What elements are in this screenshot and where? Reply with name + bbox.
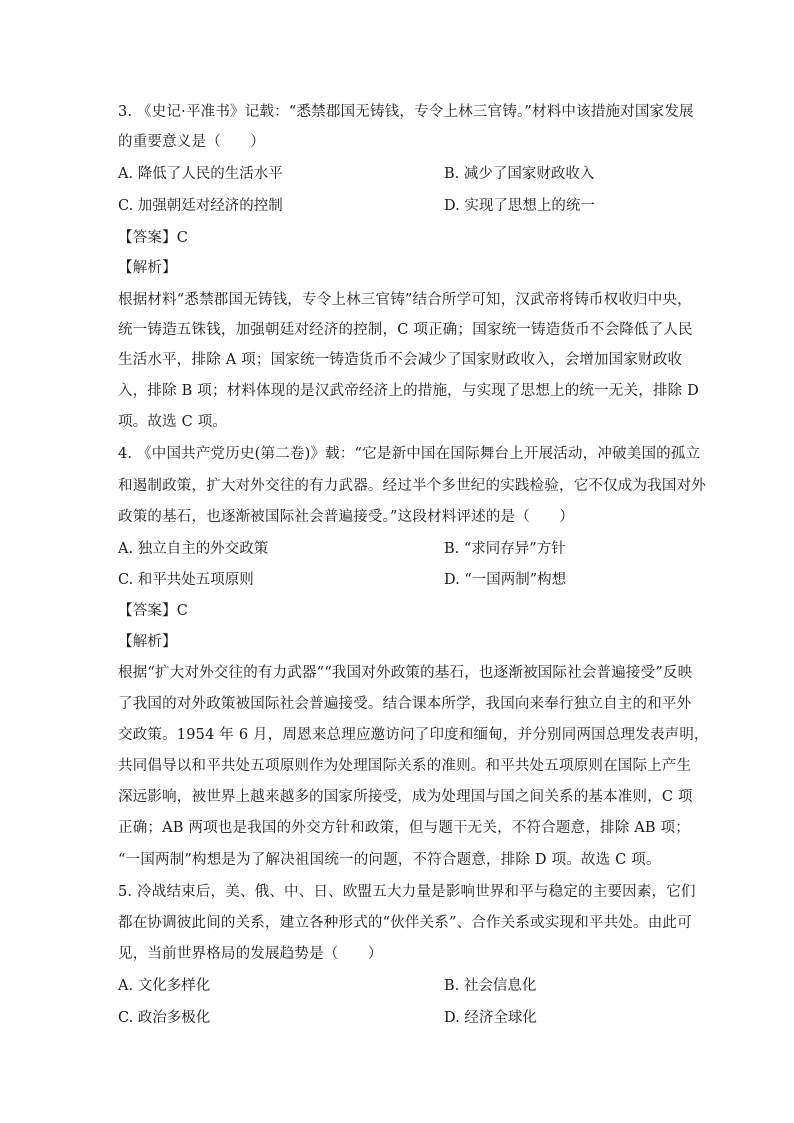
q3-analysis-label: 【解析】 [118,260,177,276]
q5-option-c: C. 政治多极化 [118,1010,211,1026]
q5-option-a: A. 文化多样化 [118,978,211,994]
q4-answer: 【答案】C [118,603,189,619]
q4-analysis-label: 【解析】 [118,634,177,650]
q3-stem-line-1: 3. 《史记·平准书》记载：“悉禁郡国无铸钱，专令上林三官铸。”材料中该措施对国家发展 [118,104,694,120]
q3-analysis-line-5: 项。故选 C 项。 [118,414,228,430]
q3-option-b: B. 减少了国家财政收入 [444,166,595,182]
q4-analysis-line-3: 交政策。1954 年 6 月，周恩来总理应邀访问了印度和缅甸，并分别同两国总理发表声明， [118,727,709,743]
q3-option-d: D. 实现了思想上的统一 [444,198,595,214]
q4-option-b: B. “求同存异”方针 [444,541,566,557]
q3-analysis-line-3: 生活水平，排除 A 项；国家统一铸造货币不会减少了国家财政收入，会增加国家财政收 [118,352,683,368]
q4-analysis-line-4: 共同倡导以和平共处五项原则作为处理国际关系的准则。和平共处五项原则在国际上产生 [118,758,692,774]
q4-analysis-line-5: 深远影响，被世界上越来越多的国家所接受，成为处理国与国之间关系的基本准则，C 项 [118,789,693,805]
q3-analysis-line-4: 入，排除 B 项；材料体现的是汉武帝经济上的措施，与实现了思想上的统一无关，排除 D [118,383,700,399]
q4-option-c: C. 和平共处五项原则 [118,572,254,588]
q5-stem-line-3: 见，当前世界格局的发展趋势是（ ） [118,946,383,962]
q5-stem-line-1: 5. 冷战结束后，美、俄、中、日、欧盟五大力量是影响世界和平与稳定的主要因素，它们 [118,884,696,900]
q3-option-a: A. 降低了人民的生活水平 [118,166,283,182]
q4-stem-line-3: 政策的基石，也逐渐被国际社会普遍接受。”这段材料评述的是（ ） [118,509,575,525]
q5-stem-line-2: 都在协调彼此间的关系，建立各种形式的“伙伴关系”、合作关系或实现和平共处。由此可 [118,915,692,931]
q3-stem-line-2: 的重要意义是（ ） [118,134,265,150]
q5-option-b: B. 社会信息化 [444,978,537,994]
q4-option-d: D. “一国两制”构想 [444,572,567,588]
q3-analysis-line-1: 根据材料“悉禁郡国无铸钱，专令上林三官铸”结合所学可知，汉武帝将铸币权收归中央， [118,292,692,308]
q3-answer: 【答案】C [118,230,189,246]
q3-analysis-line-2: 统一铸造五铢钱，加强朝廷对经济的控制，C 项正确；国家统一铸造货币不会降低了人民 [118,322,693,338]
q4-analysis-line-1: 根据“扩大对外交往的有力武器”“我国对外政策的基石，也逐渐被国际社会普遍接受”反映 [118,665,693,681]
q3-option-c: C. 加强朝廷对经济的控制 [118,198,283,214]
q4-option-a: A. 独立自主的外交政策 [118,541,269,557]
q4-analysis-line-2: 了我国的对外政策被国际社会普遍接受。结合课本所学，我国向来奉行独立自主的和平外 [118,696,692,712]
q5-option-d: D. 经济全球化 [444,1010,537,1026]
q4-analysis-line-6: 正确；AB 两项也是我国的外交方针和政策，但与题干无关，不符合题意，排除 AB 项； [118,820,690,836]
q4-analysis-line-7: “一国两制”构想是为了解决祖国统一的问题，不符合题意，排除 D 项。故选 C 项。 [118,852,661,868]
q4-stem-line-2: 和遏制政策，扩大对外交往的有力武器。经过半个多世纪的实践检验，它不仅成为我国对外 [118,478,706,494]
q4-stem-line-1: 4. 《中国共产党历史(第二卷)》载：“它是新中国在国际舞台上开展活动，冲破美国的孤立 [118,446,701,462]
